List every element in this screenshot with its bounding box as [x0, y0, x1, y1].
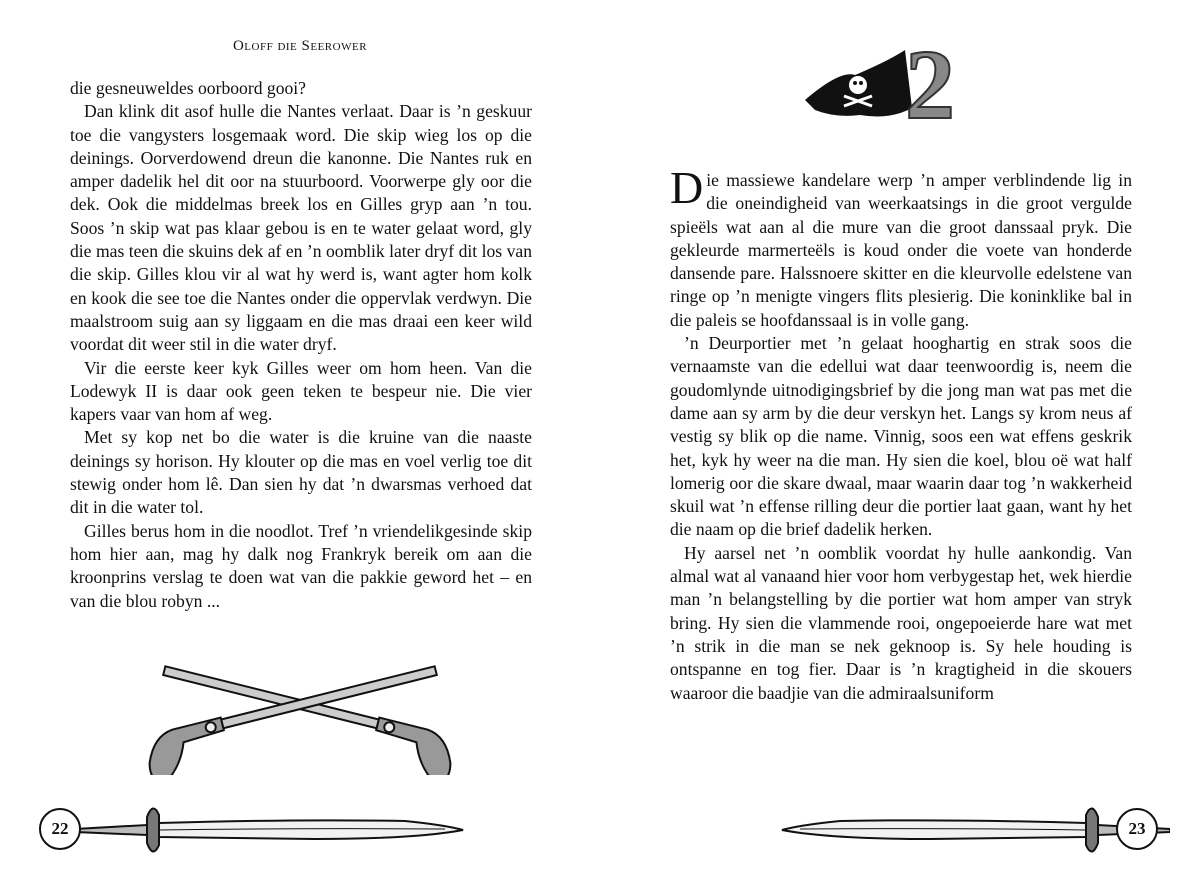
crossed-pistols-icon — [130, 665, 470, 775]
right-body-text — [670, 162, 1132, 705]
paragraph: Met sy kop net bo die water is die kruine van die naaste deinings sy horison. Hy klouter op die mas en voel verlig toe dit stewig onder hom lê. Dan sien hy dat ’n dwarsmas verhoed dat dit in die water tol. — [70, 427, 532, 518]
paragraph: Dan klink dit asof hulle die Nantes verlaat. Daar is ’n geskuur toe die vangysters losgemaak word. Die skip wieg los op die deinings. Oorverdowend dreun die kanonne. Die Nantes ruk en amper dadelik hel dit oor na stuurboord. Voorwerpe gly oor die dek. Ook die middelmas breek los en Gilles gryp aan ’n tou. Soos ’n skip wat pas klaar gebou is en te water gelaat word, gly die mas teen die skuins dek af en ’n oomblik later dryf dit los van die skip. Gilles klou vir al wat hy werd is, want agter hom kolk en kook die see toe die Nantes onder die oppervlak verdwyn. Die maalstroom suig aan sy liggaam en die mas draai een keer wild voordat dit weer stil in die water dryf. — [70, 101, 532, 355]
sabre-icon — [75, 795, 465, 865]
left-body-text — [70, 77, 532, 613]
drop-cap: D — [670, 162, 704, 213]
pirate-flag-icon — [800, 30, 1000, 130]
paragraph: Vir die eerste keer kyk Gilles weer om hom heen. Van die Lodewyk II is daar ook geen teken te bespeur nie. Die vier kapers vaar van hom af weg. — [70, 357, 532, 425]
page-number: 22 — [39, 808, 81, 850]
paragraph: ’n Deurportier met ’n gelaat hooghartig en strak soos die vernaamste van die edellui wat daar teenwoordig is, neem die goudomlynde uitnodigingsbrief by die jong man wat pas met die dame aan sy arm by die deur verskyn het. Langs sy krom neus af vestig sy blik op die name. Vinnig, soos een wat effens geskrik het, kyk hy weer na die man. Hy sien die koel, blou oë wat half lomerig oor die skare dwaal, maar waarin daar tog ’n wakkerheid skuil wat ’n effense rilling deur die portier laat gaan, want hy het die naam op die brief dadelik herken. — [670, 333, 1132, 540]
sabre-icon — [780, 795, 1170, 865]
paragraph-text: ie massiewe kandelare werp ’n amper verblindende lig in die oneindigheid van weerkaatsings in die groot vergulde spieëls wat aan al die mure van die groot danssaal pryk. Die gekleurde marmerteëls is koud onder die voete van honderde dansende pare. Halssnoere skitter en die kleurvolle edelstene van ringe op ’n menigte vingers flits plesierig. Die koninklike bal in die paleis se hoofdanssaal is in volle gang. — [670, 170, 1132, 330]
running-head: Oloff die Seerower — [232, 38, 368, 54]
page-number: 23 — [1116, 808, 1158, 850]
chapter-number: 2 — [905, 30, 955, 130]
paragraph — [670, 162, 1132, 332]
paragraph: Gilles berus hom in die noodlot. Tref ’n vriendelikgesinde skip hom hier aan, mag hy dalk nog Frankryk bereik om aan die kroonprins verslag te doen wat van die pakkie geword het – en van die blou robyn ... — [70, 520, 532, 611]
paragraph: die gesneuweldes oorboord gooi? — [70, 78, 306, 98]
right-page — [600, 0, 1200, 893]
paragraph: Hy aarsel net ’n oomblik voordat hy hulle aankondig. Van almal wat al vanaand hier voor hom verbygestap het, wek hierdie man ’n belangstelling by die portier wat hom amper van stryk bring. Hy sien die vlammende rooi, ongepoeierde hare wat met ’n strik in die man se nek geknoop is. Sy hele houding is ontspanne en tog fier. Daar is ’n kragtigheid in die skouers waaroor die baadjie van die admiraalsuniform — [670, 542, 1132, 703]
